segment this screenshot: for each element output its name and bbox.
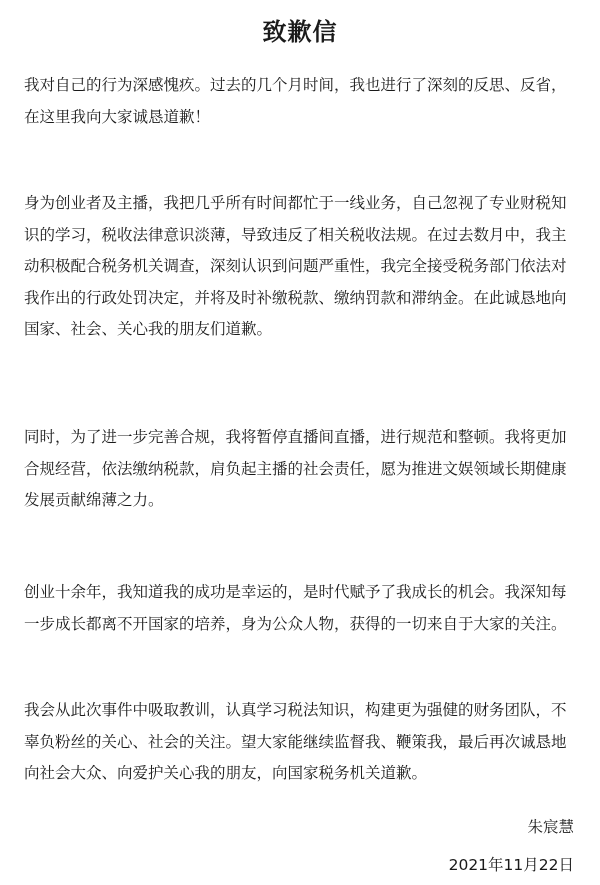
letter-title: 致歉信	[262, 18, 338, 46]
paragraph-5: 我会从此次事件中吸取教训，认真学习税法知识，构建更为强健的财务团队，不辜负粉丝的关心、社会的关注。望大家能继续监督我、鞭策我，最后再次诚恳地向社会大众、向爱护关心我的朋友，向国家税务机关道歉。	[24, 701, 567, 782]
signature: 朱宸慧	[527, 818, 574, 836]
paragraph-3: 同时，为了进一步完善合规，我将暂停直播间直播，进行规范和整顿。我将更加合规经营，依法缴纳税款，肩负起主播的社会责任，愿为推进文娱领域长期健康发展贡献绵薄之力。	[24, 428, 567, 509]
paragraph-4: 创业十余年，我知道我的成功是幸运的，是时代赋予了我成长的机会。我深知每一步成长都离不开国家的培养，身为公众人物，获得的一切来自于大家的关注。	[24, 583, 567, 633]
paragraph-1: 我对自己的行为深感愧疚。过去的几个月时间，我也进行了深刻的反思、反省，在这里我向大家诚恳道歉！	[24, 76, 567, 126]
letter-date: 2021年11月22日	[448, 856, 574, 874]
paragraph-2: 身为创业者及主播，我把几乎所有时间都忙于一线业务，自己忽视了专业财税知识的学习，税收法律意识淡薄，导致违反了相关税收法规。在过去数月中，我主动积极配合税务机关调查，深刻认识到问题严重性，我完全接受税务部门依法对我作出的行政处罚决定，并将及时补缴税款、缴纳罚款和滞纳金。在此诚恳地向国家、社会、关心我的朋友们道歉。	[24, 194, 567, 338]
